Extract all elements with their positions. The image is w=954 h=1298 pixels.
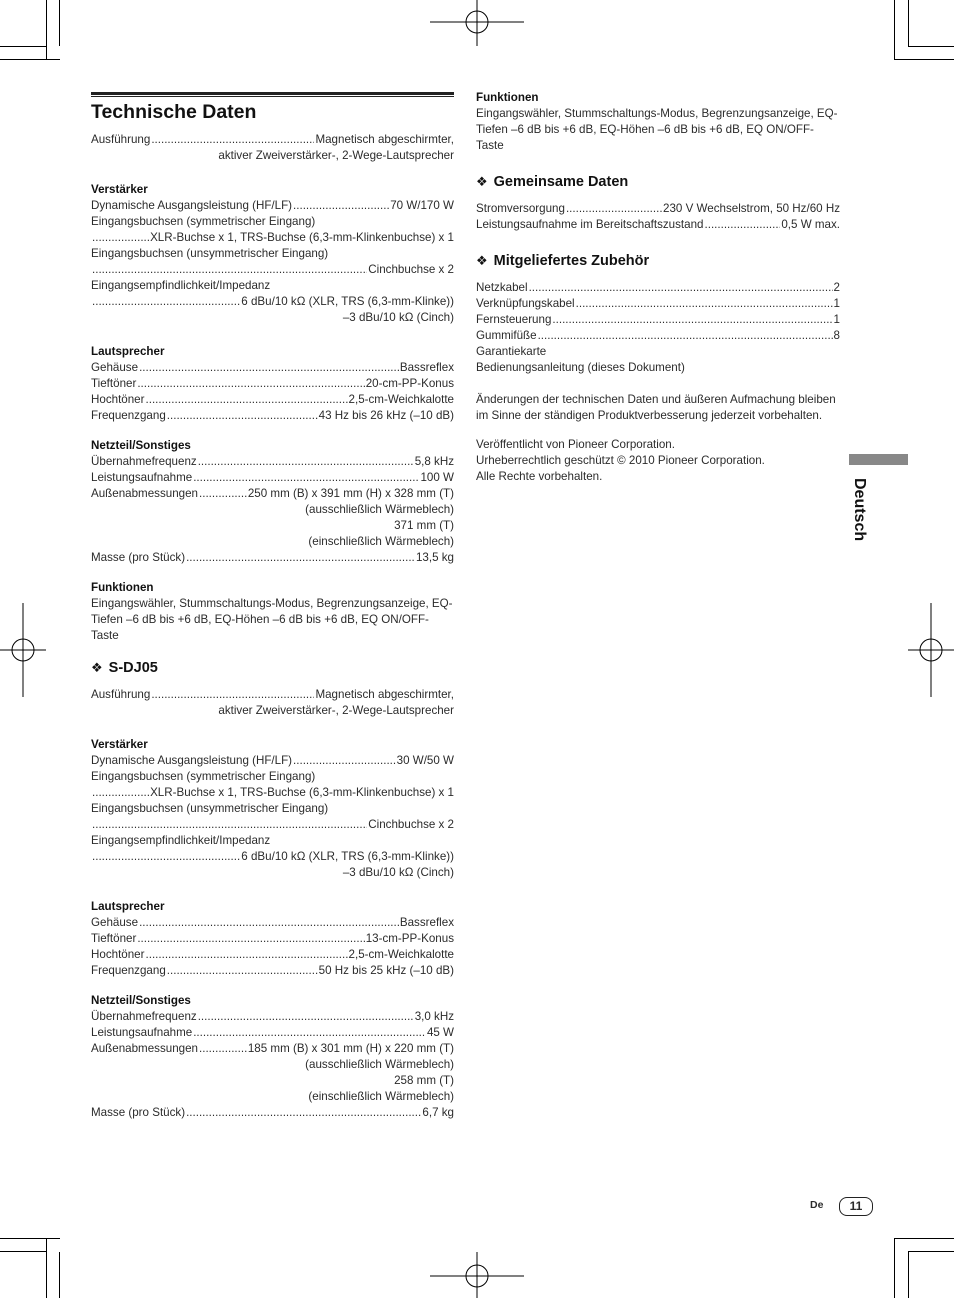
spec-label: Hochtöner: [91, 393, 145, 406]
spec-verstaerker: [91, 182, 454, 326]
section-heading: Funktionen: [91, 581, 154, 594]
section-heading: Verstärker: [91, 183, 148, 196]
spec-value: aktiver Zweiverstärker-, 2-Wege-Lautsprecher: [218, 704, 454, 717]
spec-netzteil-2: [91, 993, 454, 1121]
model-heading: [91, 658, 454, 678]
spec-value: XLR-Buchse x 1, TRS-Buchse (6,3-mm-Klinkenbuchse) x 1: [150, 786, 454, 799]
spec-value: XLR-Buchse x 1, TRS-Buchse (6,3-mm-Klinkenbuchse) x 1: [150, 231, 454, 244]
spec-value: 13,5 kg: [415, 551, 454, 564]
registration-mark-left: [0, 603, 46, 697]
spec-value: 258 mm (T): [394, 1074, 454, 1087]
title-rule-thick: [91, 92, 454, 95]
spec-lautsprecher: [91, 344, 454, 424]
language-tab: [846, 478, 870, 548]
rights-text: Alle Rechte vorbehalten.: [476, 470, 603, 483]
spec-funktionen-2: [476, 90, 840, 154]
spec-label: Fernsteuerung: [476, 313, 552, 326]
spec-value: 2,5-cm-Weichkalotte: [348, 948, 454, 961]
spec-label: Leistungsaufnahme im Bereitschaftszustand: [476, 218, 704, 231]
page-language: De: [810, 1199, 824, 1211]
spec-value: Bassreflex: [399, 916, 454, 929]
spec-lautsprecher-2: [91, 899, 454, 979]
registration-mark-bottom: [430, 1252, 524, 1298]
spec-value: aktiver Zweiverstärker-, 2-Wege-Lautsprecher: [218, 149, 454, 162]
spec-label: Ausführung: [91, 688, 151, 701]
language-tab-bar: [849, 454, 908, 465]
spec-value: Bassreflex: [399, 361, 454, 374]
spec-value: 43 Hz bis 26 kHz (–10 dB): [318, 409, 454, 422]
section-heading: Lautsprecher: [91, 900, 165, 913]
spec-value: 1: [833, 313, 840, 326]
spec-value: (ausschließlich Wärmeblech): [305, 503, 454, 516]
spec-label: Hochtöner: [91, 948, 145, 961]
spec-label: Eingangsbuchsen (symmetrischer Eingang): [91, 770, 316, 783]
section-heading: Funktionen: [476, 91, 539, 104]
spec-value: 1: [833, 297, 840, 310]
spec-text: Eingangswähler, Stummschaltungs-Modus, Begrenzungsanzeige, EQ-Tiefen –6 dB bis +6 dB, EQ-Höhen –6 dB bis +6 dB, EQ ON/OFF-Taste: [91, 597, 453, 642]
spec-funktionen: [91, 580, 454, 644]
spec-netzteil: [91, 438, 454, 566]
spec-value: 371 mm (T): [394, 519, 454, 532]
registration-mark-top: [430, 0, 524, 46]
accessory-item: Garantiekarte: [476, 345, 547, 358]
spec-label: Leistungsaufnahme: [91, 1026, 193, 1039]
spec-label: Verknüpfungskabel: [476, 297, 575, 310]
section-heading: Verstärker: [91, 738, 148, 751]
spec-label: Masse (pro Stück): [91, 551, 186, 564]
spec-label: Dynamische Ausgangsleistung (HF/LF): [91, 754, 293, 767]
spec-value: Magnetisch abgeschirmter,: [315, 688, 454, 701]
spec-label: Eingangsempfindlichkeit/Impedanz: [91, 279, 271, 292]
spec-value: 185 mm (B) x 301 mm (H) x 220 mm (T): [247, 1042, 454, 1055]
section-heading: Netzteil/Sonstiges: [91, 994, 191, 1007]
spec-label: Eingangsbuchsen (symmetrischer Eingang): [91, 215, 316, 228]
page-number: 11: [839, 1197, 873, 1216]
diamond-icon: ❖: [476, 174, 488, 189]
spec-value: 2: [833, 281, 840, 294]
spec-ausfuehrung-2: [91, 687, 454, 719]
left-column: [91, 92, 454, 1135]
spec-value: (einschließlich Wärmeblech): [308, 535, 454, 548]
spec-value: 100 W: [420, 471, 454, 484]
spec-value: 250 mm (B) x 391 mm (H) x 328 mm (T): [247, 487, 454, 500]
spec-value: 2,5-cm-Weichkalotte: [348, 393, 454, 406]
spec-value: 230 V Wechselstrom, 50 Hz/60 Hz: [663, 202, 840, 215]
spec-zubehoer: [476, 280, 840, 485]
spec-value: 6 dBu/10 kΩ (XLR, TRS (6,3-mm-Klinke)): [241, 850, 454, 863]
spec-label: Tieftöner: [91, 932, 137, 945]
spec-value: Magnetisch abgeschirmter,: [315, 133, 454, 146]
spec-value: 8: [833, 329, 840, 342]
spec-value: 30 W/50 W: [396, 754, 454, 767]
spec-gemeinsam: [476, 201, 840, 233]
spec-label: Stromversorgung: [476, 202, 565, 215]
diamond-icon: ❖: [91, 660, 103, 675]
disclaimer-text: Änderungen der technischen Daten und äußeren Aufmachung bleiben im Sinne der ständigen Produktverbesserung jederzeit vorbehalten.: [476, 393, 836, 422]
spec-value: 0,5 W max.: [781, 218, 840, 231]
section-heading: Netzteil/Sonstiges: [91, 439, 191, 452]
spec-value: 20-cm-PP-Konus: [365, 377, 454, 390]
spec-label: Eingangsbuchsen (unsymmetrischer Eingang): [91, 802, 329, 815]
spec-label: Frequenzgang: [91, 409, 166, 422]
spec-label: Gummifüße: [476, 329, 537, 342]
spec-label: Masse (pro Stück): [91, 1106, 186, 1119]
page-title: Technische Daten: [91, 101, 257, 123]
spec-value: –3 dBu/10 kΩ (Cinch): [342, 311, 454, 324]
right-column: [476, 90, 840, 499]
spec-label: Ausführung: [91, 133, 151, 146]
spec-value: 5,8 kHz: [414, 455, 454, 468]
spec-label: Gehäuse: [91, 361, 139, 374]
language-tab-label: Deutsch: [851, 478, 868, 542]
spec-ausfuehrung: [91, 132, 454, 164]
spec-label: Außenabmessungen: [91, 487, 198, 500]
spec-value: 6 dBu/10 kΩ (XLR, TRS (6,3-mm-Klinke)): [241, 295, 454, 308]
spec-label: Frequenzgang: [91, 964, 166, 977]
spec-label: Außenabmessungen: [91, 1042, 198, 1055]
spec-label: Übernahmefrequenz: [91, 1010, 197, 1023]
spec-text: Eingangswähler, Stummschaltungs-Modus, Begrenzungsanzeige, EQ-Tiefen –6 dB bis +6 dB, EQ-Höhen –6 dB bis +6 dB, EQ ON/OFF-Taste: [476, 107, 838, 152]
registration-mark-right: [908, 603, 954, 697]
spec-label: Eingangsempfindlichkeit/Impedanz: [91, 834, 271, 847]
diamond-icon: ❖: [476, 253, 488, 268]
spec-label: Leistungsaufnahme: [91, 471, 193, 484]
spec-label: Eingangsbuchsen (unsymmetrischer Eingang): [91, 247, 329, 260]
title-rule-thin: [91, 96, 454, 97]
accessory-item: Bedienungsanleitung (dieses Dokument): [476, 361, 685, 374]
publisher-text: Veröffentlicht von Pioneer Corporation.: [476, 438, 675, 451]
spec-label: Übernahmefrequenz: [91, 455, 197, 468]
spec-label: Tieftöner: [91, 377, 137, 390]
spec-label: Gehäuse: [91, 916, 139, 929]
spec-value: Cinchbuchse x 2: [368, 818, 454, 831]
spec-value: 6,7 kg: [422, 1106, 454, 1119]
copyright-text: Urheberrechtlich geschützt © 2010 Pioneer Corporation.: [476, 454, 765, 467]
section-heading: Lautsprecher: [91, 345, 165, 358]
spec-verstaerker-2: [91, 737, 454, 881]
spec-value: 3,0 kHz: [414, 1010, 454, 1023]
spec-value: (einschließlich Wärmeblech): [308, 1090, 454, 1103]
spec-value: 50 Hz bis 25 kHz (–10 dB): [318, 964, 454, 977]
spec-label: Netzkabel: [476, 281, 528, 294]
accessories-heading-label: Mitgeliefertes Zubehör: [493, 253, 650, 269]
spec-value: (ausschließlich Wärmeblech): [305, 1058, 454, 1071]
spec-value: 13-cm-PP-Konus: [365, 932, 454, 945]
spec-value: Cinchbuchse x 2: [368, 263, 454, 276]
spec-value: –3 dBu/10 kΩ (Cinch): [342, 866, 454, 879]
model-heading-label: S-DJ05: [108, 660, 158, 676]
spec-label: Dynamische Ausgangsleistung (HF/LF): [91, 199, 293, 212]
spec-value: 45 W: [426, 1026, 454, 1039]
common-data-heading-label: Gemeinsame Daten: [493, 174, 629, 190]
accessories-heading: [476, 251, 840, 271]
spec-value: 70 W/170 W: [390, 199, 454, 212]
common-data-heading: [476, 172, 840, 192]
